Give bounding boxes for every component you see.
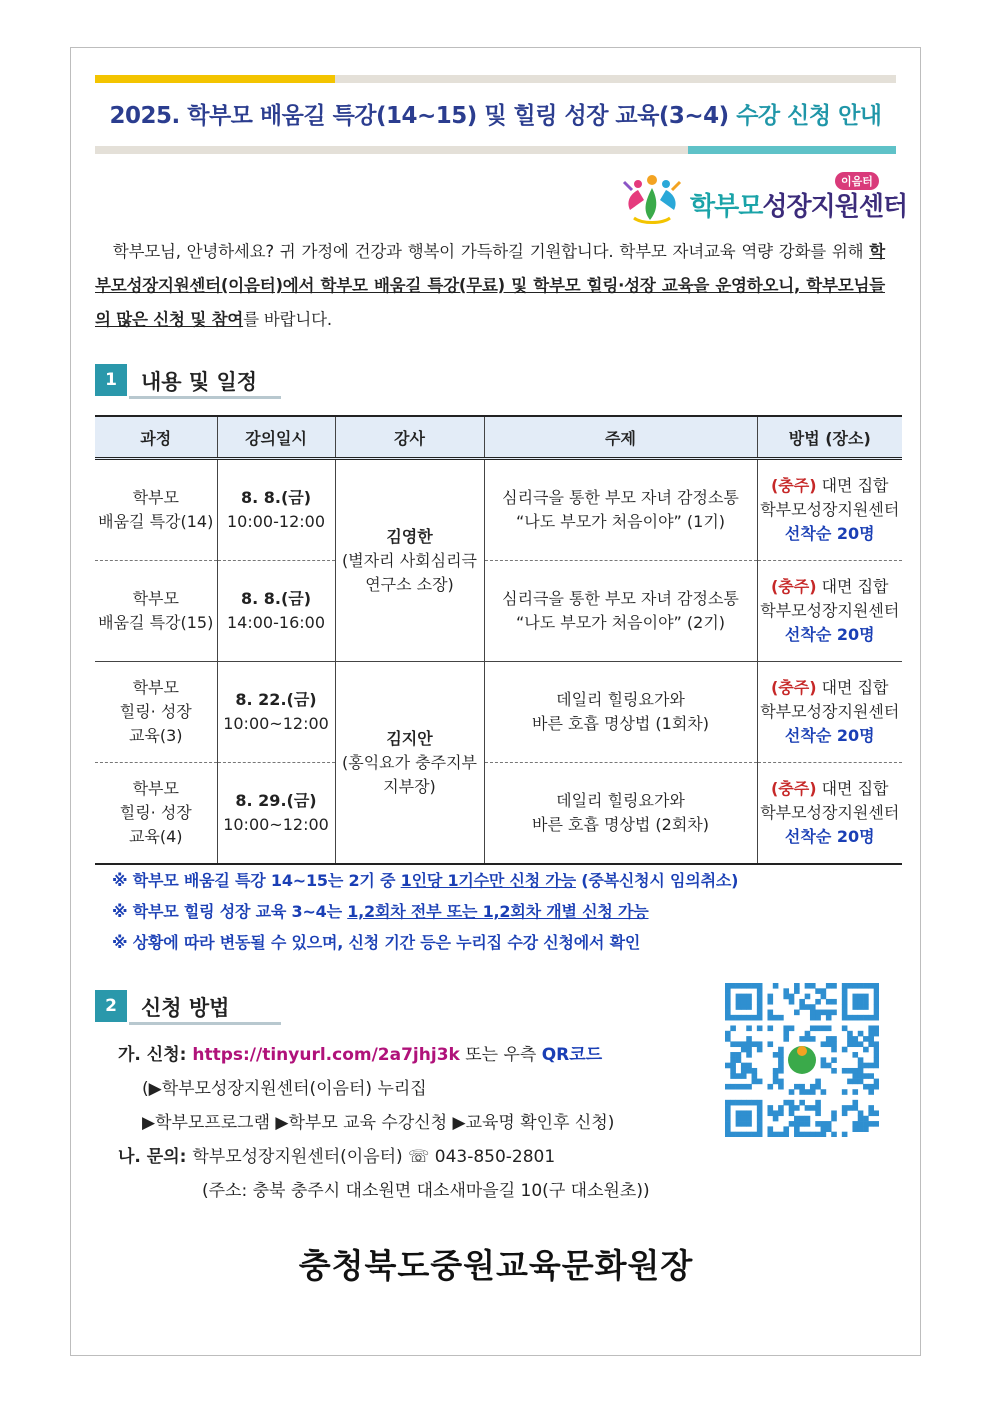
topic-line: 심리극을 통한 부모 자녀 감정소통 — [502, 589, 739, 608]
intro-text-1: 학부모님, 안녕하세요? 귀 가정에 건강과 행복이 가득하길 기원합니다. 학부모 자녀교육 역량 강화를 위해 — [112, 242, 870, 261]
place-center: 학부모성장지원센터 — [760, 500, 900, 519]
apply-path-2: ▶학부모프로그램 ▶학부모 교육 수강신청 ▶교육명 확인후 신청) — [142, 1113, 615, 1133]
course-cell — [95, 561, 217, 662]
place-region: (충주) — [770, 779, 817, 798]
place-method: 대면 집합 — [816, 678, 889, 697]
header-topic: 주제 — [484, 416, 757, 459]
time-text: 10:00~12:00 — [223, 815, 329, 834]
center-logo — [620, 168, 908, 228]
instructor-name: 김지안 — [386, 728, 433, 748]
time-text: 10:00-12:00 — [227, 512, 325, 531]
course-line: 학부모 — [132, 678, 179, 697]
topic-cell — [484, 561, 757, 662]
date-text: 8. 8.(금) — [240, 589, 312, 608]
bottom-decor-bar — [95, 146, 896, 154]
table-header-row — [95, 416, 902, 459]
instructor-org: 지부장) — [383, 776, 436, 796]
note-1-underlined: 1인당 1기수만 신청 가능 — [400, 871, 576, 890]
section-2-underline — [129, 1022, 281, 1025]
intro-paragraph — [95, 235, 885, 337]
note-2 — [112, 896, 738, 927]
place-quota: 선착순 20명 — [784, 827, 875, 846]
table-row — [95, 459, 902, 561]
header-method: 방법 (장소) — [757, 416, 902, 459]
course-line: 힐링· 성장 — [119, 803, 192, 822]
contact-key: 나. 문의: — [118, 1147, 193, 1167]
place-quota: 선착순 20명 — [784, 625, 875, 644]
apply-line — [118, 1038, 650, 1072]
course-line: 교육(4) — [128, 827, 183, 846]
table-row — [95, 662, 902, 763]
topic-line: 바른 호흡 명상법 (2회차) — [531, 815, 710, 834]
title-main: 2025. 학부모 배움길 특강(14~15) 및 힐링 성장 교육(3~4) — [109, 103, 729, 129]
instructor-cell — [335, 662, 484, 865]
place-center: 학부모성장지원센터 — [760, 702, 900, 721]
date-text: 8. 8.(금) — [240, 488, 312, 507]
date-text: 8. 29.(금) — [235, 791, 317, 810]
contact-address: (주소: 충북 충주시 대소원면 대소새마을길 10(구 대소원초)) — [202, 1181, 650, 1201]
topic-line: 바른 호흡 명상법 (1회차) — [531, 714, 710, 733]
notes-block — [112, 865, 738, 958]
title-accent: 수강 신청 안내 — [736, 103, 882, 129]
bottom-decor-teal — [688, 146, 896, 154]
topic-line: “나도 부모가 처음이야” (1기) — [515, 512, 726, 531]
place-center: 학부모성장지원센터 — [760, 803, 900, 822]
qr-code-icon[interactable] — [725, 983, 879, 1137]
logo-name-a: 학부모 — [690, 192, 763, 222]
topic-line: 데일리 힐링요가와 — [556, 791, 685, 810]
section-1-label: 내용 및 일정 — [141, 370, 258, 394]
place-method: 대면 집합 — [816, 779, 889, 798]
course-line: 배움길 특강(14) — [98, 512, 214, 531]
course-line: 학부모 — [132, 779, 179, 798]
place-cell — [757, 763, 902, 865]
topic-cell — [484, 763, 757, 865]
apply-qr-label: QR코드 — [541, 1045, 603, 1065]
section-1-number: 1 — [95, 364, 127, 396]
topic-cell — [484, 459, 757, 561]
section-2-number: 2 — [95, 990, 127, 1022]
course-cell — [95, 662, 217, 763]
topic-line: “나도 부모가 처음이야” (2기) — [515, 613, 726, 632]
instructor-org: 연구소 소장) — [365, 574, 454, 594]
top-decor-bar — [95, 75, 896, 83]
instructor-org: (홍익요가 충주지부 — [342, 752, 477, 772]
course-line: 학부모 — [132, 589, 179, 608]
schedule-table — [95, 415, 902, 865]
instructor-org: (별자리 사회심리극 — [342, 550, 477, 570]
apply-key: 가. 신청: — [118, 1045, 193, 1065]
logo-sub-badge: 이음터 — [835, 172, 879, 190]
apply-mid: 또는 우측 — [459, 1045, 542, 1065]
place-region: (충주) — [770, 476, 817, 495]
top-decor-gold — [95, 75, 335, 83]
note-1-text: ※ 학부모 배움길 특강 14~15는 2기 중 — [112, 871, 401, 890]
datetime-cell — [217, 459, 335, 561]
course-line: 배움길 특강(15) — [98, 613, 214, 632]
section-2-label: 신청 방법 — [141, 996, 230, 1020]
topic-cell — [484, 662, 757, 763]
date-text: 8. 22.(금) — [235, 690, 317, 709]
apply-block — [118, 1038, 650, 1208]
contact-line — [118, 1140, 650, 1174]
datetime-cell — [217, 561, 335, 662]
logo-name-b: 성장지원센터 — [762, 192, 908, 222]
note-2-text: ※ 학부모 힐링 성장 교육 3~4는 — [112, 902, 348, 921]
topic-line: 데일리 힐링요가와 — [556, 690, 685, 709]
place-cell — [757, 662, 902, 763]
topic-line: 심리극을 통한 부모 자녀 감정소통 — [502, 488, 739, 507]
time-text: 10:00~12:00 — [223, 714, 329, 733]
course-cell — [95, 763, 217, 865]
place-quota: 선착순 20명 — [784, 726, 875, 745]
table-row — [95, 561, 902, 662]
intro-text-3: 를 바랍니다. — [243, 310, 332, 329]
page-title — [95, 97, 896, 130]
place-region: (충주) — [770, 678, 817, 697]
course-line: 학부모 — [132, 488, 179, 507]
datetime-cell — [217, 662, 335, 763]
datetime-cell — [217, 763, 335, 865]
section-1-underline — [129, 396, 281, 399]
place-center: 학부모성장지원센터 — [760, 601, 900, 620]
intro-text-emphasis: 학부모성장지원센터(이음터)에서 학부모 배움길 특강(무료) 및 학부모 힐링·성장 교육을 운영하오니, 학부모님들의 많은 신청 및 참여 — [95, 242, 885, 329]
course-line: 교육(3) — [128, 726, 183, 745]
apply-path-1: (▶학부모성장지원센터(이음터) 누리집 — [142, 1079, 427, 1099]
place-cell — [757, 459, 902, 561]
note-2-underlined: 1,2회차 전부 또는 1,2회차 개별 신청 가능 — [347, 902, 649, 921]
note-1 — [112, 865, 738, 896]
contact-text: 학부모성장지원센터(이음터) ☏ 043-850-2801 — [192, 1147, 556, 1167]
instructor-name: 김영한 — [386, 526, 433, 546]
place-cell — [757, 561, 902, 662]
course-cell — [95, 459, 217, 561]
logo-name — [690, 186, 907, 223]
note-3: ※ 상황에 따라 변동될 수 있으며, 신청 기간 등은 누리집 수강 신청에서 확인 — [112, 933, 641, 952]
apply-link[interactable]: https://tinyurl.com/2a7jhj3k — [192, 1045, 460, 1065]
place-quota: 선착순 20명 — [784, 524, 875, 543]
note-1-tail: (중복신청시 임의취소) — [575, 871, 739, 890]
place-method: 대면 집합 — [816, 476, 889, 495]
header-course: 과정 — [95, 416, 217, 459]
instructor-cell — [335, 459, 484, 662]
people-logo-icon — [620, 170, 684, 226]
place-method: 대면 집합 — [816, 577, 889, 596]
header-instructor: 강사 — [335, 416, 484, 459]
table-row — [95, 763, 902, 865]
time-text: 14:00-16:00 — [227, 613, 325, 632]
header-datetime: 강의일시 — [217, 416, 335, 459]
course-line: 힐링· 성장 — [119, 702, 192, 721]
issuer-name: 충청북도중원교육문화원장 — [298, 1246, 694, 1285]
place-region: (충주) — [770, 577, 817, 596]
